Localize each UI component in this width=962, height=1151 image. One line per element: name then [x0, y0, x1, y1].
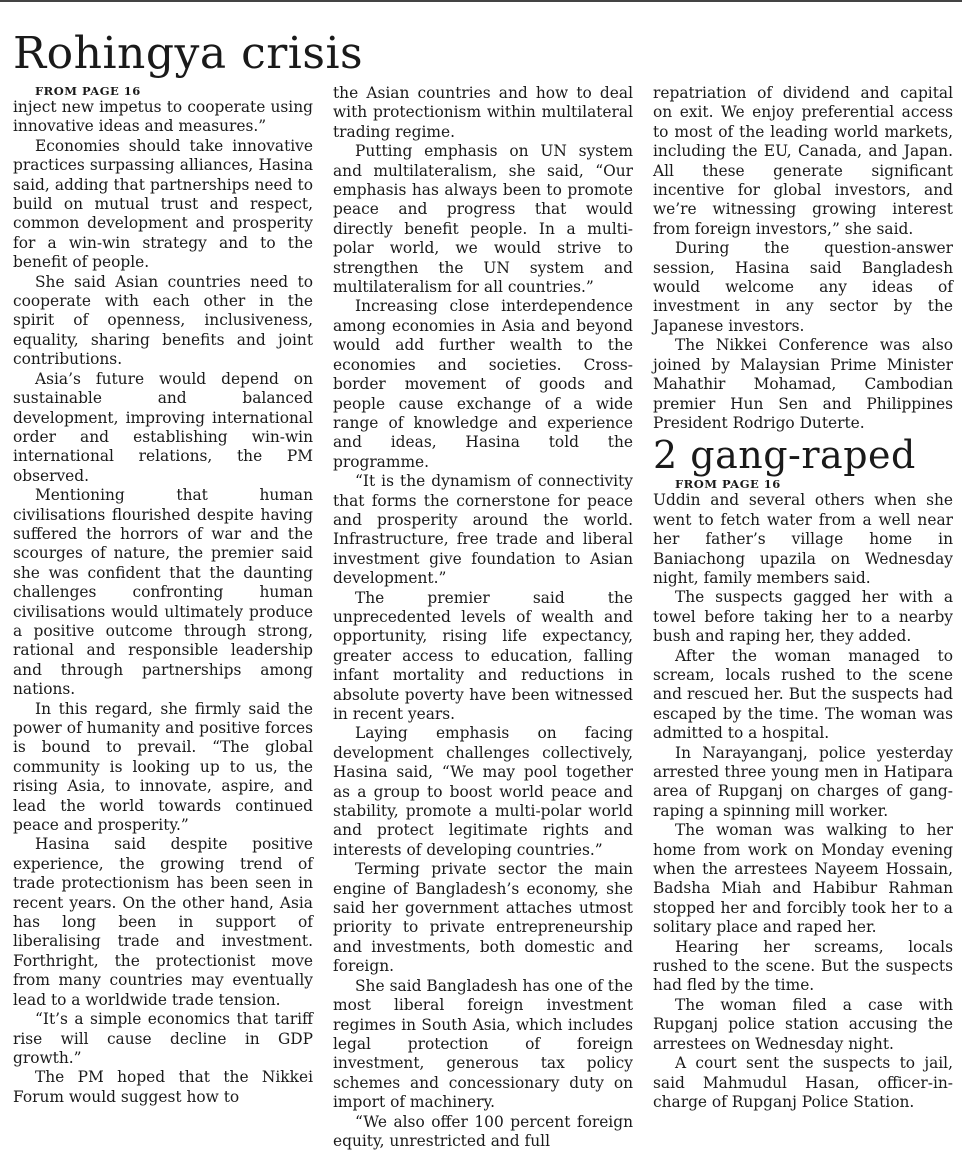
paragraph: Mentioning that human civilisations flourished despite having suffered the horrors of war and the scourges of nature, the premier said she was confident that the daunting challenges confronting human civilisations would ultimately produce a positive outcome through strong, rational and responsible leadership and through partnerships among nations.: [13, 486, 313, 699]
paragraph: repatriation of dividend and capital on exit. We enjoy preferential access to most of the leading world markets, including the EU, Canada, and Japan. All these generate significant incentive for global investors, and we’re witnessing growing interest from foreign investors,” she said.: [653, 84, 953, 238]
paragraph: Laying emphasis on facing development challenges collectively, Hasina said, “We may pool together as a group to boost world peace and stability, promote a multi-polar world and protect legitimate rights and interests of developing countries.”: [333, 724, 633, 859]
headline-2-gang-raped: 2 gang-raped: [653, 433, 916, 478]
paragraph: Terming private sector the main engine of Bangladesh’s economy, she said her government attaches utmost priority to private entrepreneurship and investments, both domestic and foreign.: [333, 860, 633, 976]
paragraph: “It’s a simple economics that tariff rise will cause decline in GDP growth.”: [13, 1010, 313, 1067]
article-column-2: [333, 84, 633, 1151]
paragraph: “It is the dynamism of connectivity that forms the cornerstone for peace and prosperity around the world. Infrastructure, free trade and liberal investment give foundation to Asian development.”: [333, 472, 633, 588]
paragraph: Uddin and several others when she went to fetch water from a well near her father’s village home in Baniachong upazila on Wednesday night, family members said.: [653, 491, 953, 587]
paragraph: the Asian countries and how to deal with protectionism within multilateral trading regime.: [333, 84, 633, 141]
paragraph: After the woman managed to scream, locals rushed to the scene and rescued her. But the suspects had escaped by the time. The woman was admitted to a hospital.: [653, 646, 953, 743]
paragraph: The PM hoped that the Nikkei Forum would suggest how to: [13, 1068, 313, 1106]
paragraph: She said Bangladesh has one of the most liberal foreign investment regimes in South Asia, which includes legal protection of foreign investment, generous tax policy schemes and concessionary duty on import of machinery.: [333, 976, 633, 1112]
paragraph: In Narayanganj, police yesterday arrested three young men in Hatipara area of Rupganj on charges of gang-raping a spinning mill worker.: [653, 743, 953, 820]
paragraph: In this regard, she firmly said the power of humanity and positive forces is bound to prevail. “The global community is looking up to us, the rising Asia, to innovate, aspire, and lead the world towards continued peace and prosperity.”: [13, 699, 313, 835]
paragraph: “We also offer 100 percent foreign equity, unrestricted and full: [333, 1112, 633, 1150]
from-page-label: FROM PAGE 16: [675, 477, 781, 492]
paragraph: Putting emphasis on UN system and multilateralism, she said, “Our emphasis has always been to promote peace and progress that would directly benefit people. In a multi-polar world, we would strive to strengthen the UN system and multilateralism for all countries.”: [333, 142, 633, 297]
paragraph: Increasing close interdependence among economies in Asia and beyond would add further wealth to the economies and societies. Cross-border movement of goods and people cause exchange of a wide range of knowledge and experience and ideas, Hasina told the programme.: [333, 297, 633, 471]
paragraph: During the question-answer session, Hasina said Bangladesh would welcome any ideas of investment in any sector by the Japanese investors.: [653, 239, 953, 335]
paragraph: Hearing her screams, locals rushed to the scene. But the suspects had fled by the time.: [653, 937, 953, 995]
paragraph: The premier said the unprecedented levels of wealth and opportunity, rising life expectancy, greater access to education, falling infant mortality and reductions in absolute poverty have been witnessed in recent years.: [333, 588, 633, 723]
paragraph: The Nikkei Conference was also joined by Malaysian Prime Minister Mahathir Mohamad, Cambodian premier Hun Sen and Philippines President Rodrigo Duterte.: [653, 336, 953, 432]
paragraph: The suspects gagged her with a towel before taking her to a nearby bush and raping her, they added.: [653, 588, 953, 646]
paragraph: She said Asian countries need to cooperate with each other in the spirit of openness, inclusiveness, equality, sharing benefits and joint contributions.: [13, 272, 313, 369]
article-column-1: [13, 84, 313, 1107]
paragraph: Economies should take innovative practices surpassing alliances, Hasina said, adding that partnerships need to build on mutual trust and respect, common development and prosperity for a win-win strategy and to the benefit of people.: [13, 136, 313, 272]
headline-rohingya-crisis: Rohingya crisis: [13, 28, 364, 79]
paragraph: A court sent the suspects to jail, said Mahmudul Hasan, officer-in-charge of Rupganj Police Station.: [653, 1054, 953, 1111]
paragraph: The woman was walking to her home from work on Monday evening when the arrestees Nayeem Hossain, Badsha Miah and Habibur Rahman stopped her and forcibly took her to a solitary place and raped her.: [653, 821, 953, 937]
paragraph: inject new impetus to cooperate using innovative ideas and measures.”: [13, 98, 313, 136]
from-page-label: FROM PAGE 16: [35, 84, 141, 98]
paragraph: Asia’s future would depend on sustainable and balanced development, improving international order and establishing win-win international relations, the PM observed.: [13, 369, 313, 485]
paragraph: Hasina said despite positive experience, the growing trend of trade protectionism has been seen in recent years. On the other hand, Asia has long been in support of liberalising trade and investment. Forthright, the protectionist move from many countries may eventually lead to a worldwide trade tension.: [13, 835, 313, 1009]
paragraph: The woman filed a case with Rupganj police station accusing the arrestees on Wednesday night.: [653, 995, 953, 1053]
top-rule: [0, 0, 962, 6]
article-column-3: [653, 84, 953, 1112]
